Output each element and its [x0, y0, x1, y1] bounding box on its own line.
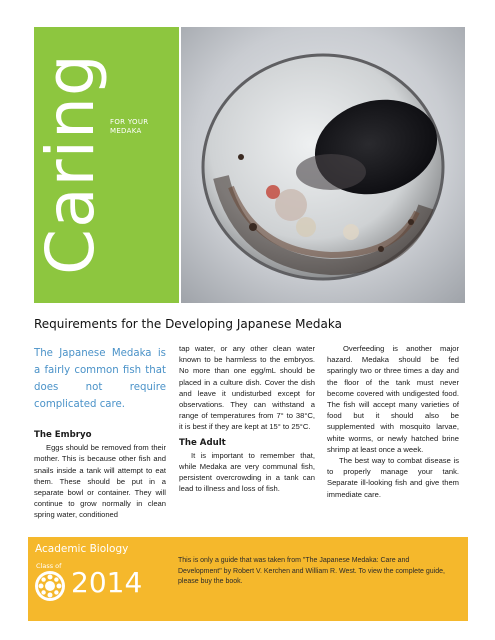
footer-label: Academic Biology — [35, 543, 129, 555]
column-2 — [179, 343, 315, 495]
caring-title: Caring — [32, 53, 109, 275]
class-of-label: Class of — [36, 562, 62, 570]
column-1 — [34, 343, 166, 521]
medaka-embryo-photo — [181, 27, 465, 303]
disease-text: The best way to combat disease is to properly manage your tank. Separate ill-looking fish and give them immediate care. — [327, 456, 459, 499]
embryo-text: Eggs should be removed from their mother. This is because other fish and snails inside a tank will attempt to eat them. These should be put in a separate bowl or container. They will continue to grow normally in clean spring water, conditioned — [34, 443, 166, 520]
subtitle-line-1: FOR YOUR — [110, 118, 149, 126]
adult-heading: The Adult — [179, 437, 226, 448]
column-2-text: tap water, or any other clean water known to be harmless to the embryos. No more than one egg/mL should be placed in a culture dish. Cover the dish and leave it undisturbed except for observations. They can withstand a range of temperatures from 7° to 38°C, it is best if they are kept at 15° to 25°C. — [179, 344, 315, 432]
embryo-heading: The Embryo — [34, 430, 92, 440]
article-heading: Requirements for the Developing Japanese Medaka — [34, 317, 342, 331]
embryo-illustration — [181, 27, 465, 303]
adult-text: It is important to remember that, while Medaka are very communal fish, persistent overcrowding in a tank can lead to illness and loss of fish. — [179, 450, 315, 494]
column-3 — [327, 343, 459, 500]
school-seal-icon — [34, 570, 66, 602]
subtitle-line-2: MEDAKA — [110, 127, 142, 135]
source-note: This is only a guide that was taken from "The Japanese Medaka: Care and Development" by Robert V. Kerchen and William R. West. To view the complete guide, please buy the book. — [178, 557, 445, 585]
subtitle — [110, 118, 148, 136]
overfeeding-text: Overfeeding is another major hazard. Medaka should be fed sparingly two or three times a day and the floor of the tank must never become covered with undigested food. The fish will accept many varieties of food but it should also be supplemented with mosquito larvae, white worms, or newly hatched brine shrimp at least once a week. — [327, 344, 459, 454]
lead-text: The Japanese Medaka is a fairly common fish that does not require complicated care. — [34, 348, 166, 410]
class-year: 2014 — [71, 566, 143, 599]
